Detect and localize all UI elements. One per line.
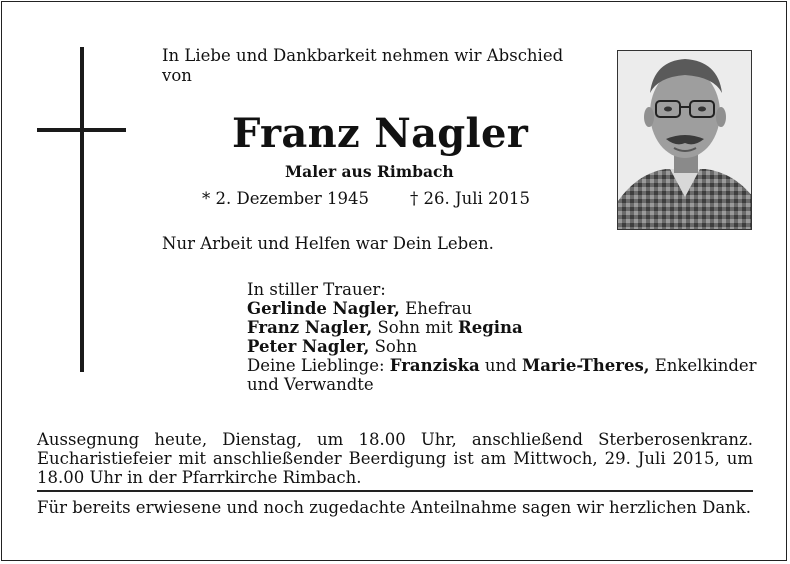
intro-text bbox=[162, 46, 563, 86]
mourners-list bbox=[247, 280, 757, 394]
divider bbox=[37, 490, 753, 492]
portrait-photo bbox=[617, 50, 752, 230]
relatives-row: und Verwandte bbox=[247, 375, 374, 394]
mourners-heading: In stiller Trauer: bbox=[247, 280, 386, 299]
mourner-name: Franz Nagler, bbox=[247, 318, 373, 337]
mourner-row bbox=[247, 337, 757, 356]
intro-line: von bbox=[162, 66, 192, 85]
thanks-text: Für bereits erwiesene und noch zugedachte Anteilnahme sagen wir herzlichen Dank. bbox=[37, 498, 752, 517]
mourner-row bbox=[247, 299, 757, 318]
mourner-name: Gerlinde Nagler, bbox=[247, 299, 400, 318]
grandchild-name: Franziska bbox=[389, 356, 480, 375]
mourner-row bbox=[247, 318, 757, 337]
mourner-relation: Sohn bbox=[369, 337, 418, 356]
intro-line: In Liebe und Dankbarkeit nehmen wir Abschied bbox=[162, 46, 564, 65]
mourner-relation: Sohn mit bbox=[372, 318, 459, 337]
portrait-image bbox=[618, 51, 752, 230]
birth-date: * 2. Dezember 1945 bbox=[202, 189, 370, 208]
grandchildren-joiner: und bbox=[479, 356, 522, 375]
mourner-relation: Ehefrau bbox=[399, 299, 473, 318]
mourner-partner: Regina bbox=[458, 318, 523, 337]
deceased-name: Franz Nagler bbox=[232, 110, 529, 157]
grandchild-name: Marie-Theres, bbox=[521, 356, 650, 375]
grandchildren-suffix: Enkelkinder bbox=[649, 356, 757, 375]
mourner-name: Peter Nagler, bbox=[247, 337, 370, 356]
grandchildren-prefix: Deine Lieblinge: bbox=[247, 356, 390, 375]
motto: Nur Arbeit und Helfen war Dein Leben. bbox=[162, 234, 494, 253]
deceased-occupation: Maler aus Rimbach bbox=[285, 162, 454, 181]
funeral-details: Aussegnung heute, Dienstag, um 18.00 Uhr, anschließend Sterberosenkranz. Eucharistiefeier mit anschließender Beerdigung ist am Mittwoch, 29. Juli 2015, um 18.00 Uhr in der Pfarrkirche Rimbach. bbox=[37, 430, 753, 487]
grandchildren-row bbox=[247, 356, 757, 375]
death-date: † 26. Juli 2015 bbox=[410, 189, 531, 208]
